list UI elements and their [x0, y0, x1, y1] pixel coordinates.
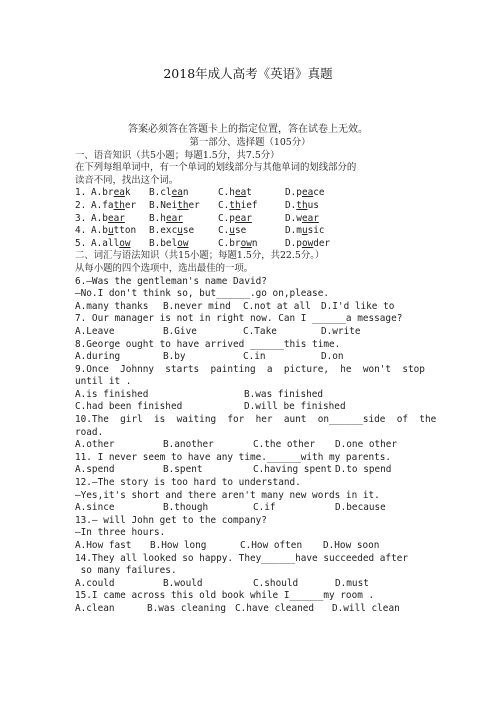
question-7-options	[75, 326, 425, 339]
phonetic-option-c: C.pear	[218, 212, 252, 224]
part-title: 第一部分、选择题（105分）	[189, 137, 311, 148]
question-6: 6.—Was the gentleman's name David?	[75, 275, 267, 287]
option-d: D.How soon	[323, 540, 380, 551]
phonetic-option-b: B.hear	[149, 212, 183, 224]
option-a: A.spend	[75, 464, 115, 476]
phonetic-option-d: D.powder	[285, 237, 331, 249]
phonetic-option-a: A.bear	[91, 212, 125, 224]
question-9-line2: until it .	[75, 376, 132, 388]
phonetic-option-a: A.allow	[91, 237, 131, 249]
option-a: A.clean	[75, 602, 115, 614]
option-c: C.in	[243, 351, 266, 363]
question-12-options	[75, 502, 425, 515]
section1-title: 一、语音知识（共5小题；每题1.5分，共7.5分）	[75, 149, 280, 161]
option-b: B.never mind	[163, 300, 231, 312]
phonetics-question-1	[75, 187, 425, 200]
underlined-letters: u	[229, 225, 235, 237]
option-b: B.another	[163, 439, 214, 451]
option-d: D.on	[321, 351, 344, 363]
phonetics-question-3	[75, 213, 425, 226]
question-7: 7. Our manager is not in right now. Can I ______a message?	[75, 313, 403, 325]
section2-title: 二、词汇与语法知识（共15小题；每题1.5分，共22.5分。）	[75, 250, 325, 262]
section1-instruction-cont: 读音不同，找出这个词。	[75, 174, 179, 186]
question-9-options-row2	[75, 401, 425, 414]
underlined-letters: th	[229, 199, 241, 211]
question-11-options	[75, 464, 425, 477]
option-c: C.if	[253, 502, 276, 514]
underlined-letters: ow	[177, 237, 189, 249]
question-14: 14.They all looked so happy. They______have succeeded after	[75, 552, 409, 564]
option-b: B.was cleaning	[147, 602, 227, 614]
question-14-options	[75, 578, 425, 591]
question-number: 5.	[75, 237, 87, 249]
option-b: D.will be finished	[244, 401, 346, 413]
option-c: C.How often	[240, 540, 303, 551]
question-11: 11. I never seem to have any time.______with my parents.	[75, 451, 392, 463]
question-8-options	[75, 351, 425, 364]
phonetic-option-a: A.button	[91, 225, 137, 237]
question-10-line2: road.	[75, 426, 104, 438]
underlined-letters: u	[177, 225, 183, 237]
option-b: B.though	[163, 502, 209, 514]
phonetic-option-a: A.father	[91, 199, 137, 211]
question-6-line2: —No.I don't think so, but______.go on,please.	[75, 288, 329, 300]
option-b: B.How long	[150, 540, 207, 551]
question-number: 2.	[75, 199, 87, 211]
option-d: D.because	[335, 502, 386, 514]
option-c: C.have cleaned	[235, 602, 315, 614]
option-d: D.to spend	[335, 464, 392, 476]
question-6-options	[75, 301, 425, 314]
underlined-letters: ow	[301, 237, 314, 249]
underlined-letters: ear	[234, 212, 252, 224]
option-c: C.should	[253, 577, 299, 589]
option-c: C.having spent	[253, 464, 333, 476]
phonetic-option-d: D.music	[285, 225, 325, 237]
option-d: D.will clean	[332, 602, 400, 614]
phonetic-option-b: B.excuse	[149, 225, 195, 237]
question-number: 3.	[75, 212, 87, 224]
underlined-letters: ea	[171, 187, 183, 199]
phonetic-option-d: D.thus	[285, 199, 319, 211]
option-a: C.had been finished	[75, 401, 183, 413]
section2-instruction: 从每小题的四个选项中，选出最佳的一项。	[75, 262, 254, 274]
question-10-options	[75, 439, 425, 452]
option-a: A.since	[75, 502, 115, 514]
question-13: 13.— will John get to the company?	[75, 514, 267, 526]
underlined-letters: u	[107, 225, 114, 237]
option-a: A.many thanks	[75, 300, 149, 312]
option-a: A.during	[75, 351, 121, 363]
option-b: B.would	[163, 577, 203, 589]
option-a: A.How fast	[75, 540, 132, 551]
phonetic-option-a: A.break	[91, 187, 131, 199]
option-c: C.Take	[243, 325, 277, 337]
option-c: C.the other	[253, 439, 316, 451]
option-b: B.Give	[163, 325, 197, 337]
question-10: 10.The girl is waiting for her aunt on______side of the	[75, 414, 437, 426]
option-d: D.one other	[335, 439, 398, 451]
underlined-letters: ea	[234, 187, 247, 199]
phonetic-option-b: B.below	[149, 237, 189, 249]
question-9-options-row1	[75, 389, 425, 402]
underlined-letters: th	[296, 199, 308, 211]
underlined-letters: th	[177, 199, 189, 211]
phonetics-question-2	[75, 200, 425, 213]
option-a: A.other	[75, 439, 115, 451]
underlined-letters: ea	[301, 187, 314, 199]
question-15-options	[75, 603, 425, 616]
section1-instruction: 在下列每组单词中，有一个单词的划线部分与其他单词的划线部分的	[75, 162, 357, 174]
underlined-letters: th	[113, 199, 125, 211]
underlined-letters: ear	[107, 212, 125, 224]
question-13-options	[75, 540, 425, 553]
underlined-letters: ear	[165, 212, 183, 224]
phonetic-option-d: D.peace	[285, 187, 325, 199]
option-d: D.must	[335, 577, 369, 589]
phonetic-option-d: D.wear	[285, 212, 319, 224]
page-title: 2018年成人高考《英语》真题	[163, 66, 333, 81]
question-14-line2: so many failures.	[75, 565, 177, 577]
question-number: 1.	[75, 187, 87, 199]
phonetics-question-4	[75, 225, 425, 238]
phonetics-questions	[75, 187, 425, 250]
option-b: B.was finished	[244, 388, 324, 400]
option-b: B.spent	[163, 464, 203, 476]
underlined-letters: ow	[119, 237, 131, 249]
exam-notice: 答案必须答在答题卡上的指定位置，答在试卷上无效。	[128, 124, 368, 135]
phonetic-option-b: B.clean	[149, 187, 189, 199]
underlined-letters: ear	[301, 212, 319, 224]
phonetic-option-c: C.heat	[218, 187, 252, 199]
option-b: B.by	[163, 351, 186, 363]
option-a: A.is finished	[75, 388, 149, 400]
option-d: D.write	[321, 325, 361, 337]
phonetic-option-c: C.thief	[218, 199, 258, 211]
phonetic-option-b: B.Neither	[149, 199, 200, 211]
option-d: D.I'd like to	[321, 300, 395, 312]
question-number: 4.	[75, 225, 87, 237]
phonetics-question-5	[75, 238, 425, 251]
underlined-letters: ea	[113, 187, 125, 199]
option-a: A.could	[75, 577, 115, 589]
question-8: 8.George ought to have arrived ______this time.	[75, 338, 341, 350]
option-c: C.not at all	[243, 300, 311, 312]
question-12-line2: —Yes,it's short and there aren't many new words in it.	[75, 489, 380, 501]
question-15: 15.I came across this old book while I______my room .	[75, 590, 375, 602]
phonetic-option-c: C.brown	[218, 237, 258, 249]
option-a: A.Leave	[75, 325, 115, 337]
underlined-letters: ow	[240, 237, 252, 249]
question-9: 9.Once Johnny starts painting a picture, he won't stop	[75, 363, 425, 375]
question-12: 12.—The story is too hard to understand.	[75, 477, 301, 489]
exam-content	[75, 137, 437, 616]
phonetic-option-c: C.use	[218, 225, 247, 237]
underlined-letters: u	[301, 225, 308, 237]
question-13-line2: —In three hours.	[75, 527, 166, 539]
